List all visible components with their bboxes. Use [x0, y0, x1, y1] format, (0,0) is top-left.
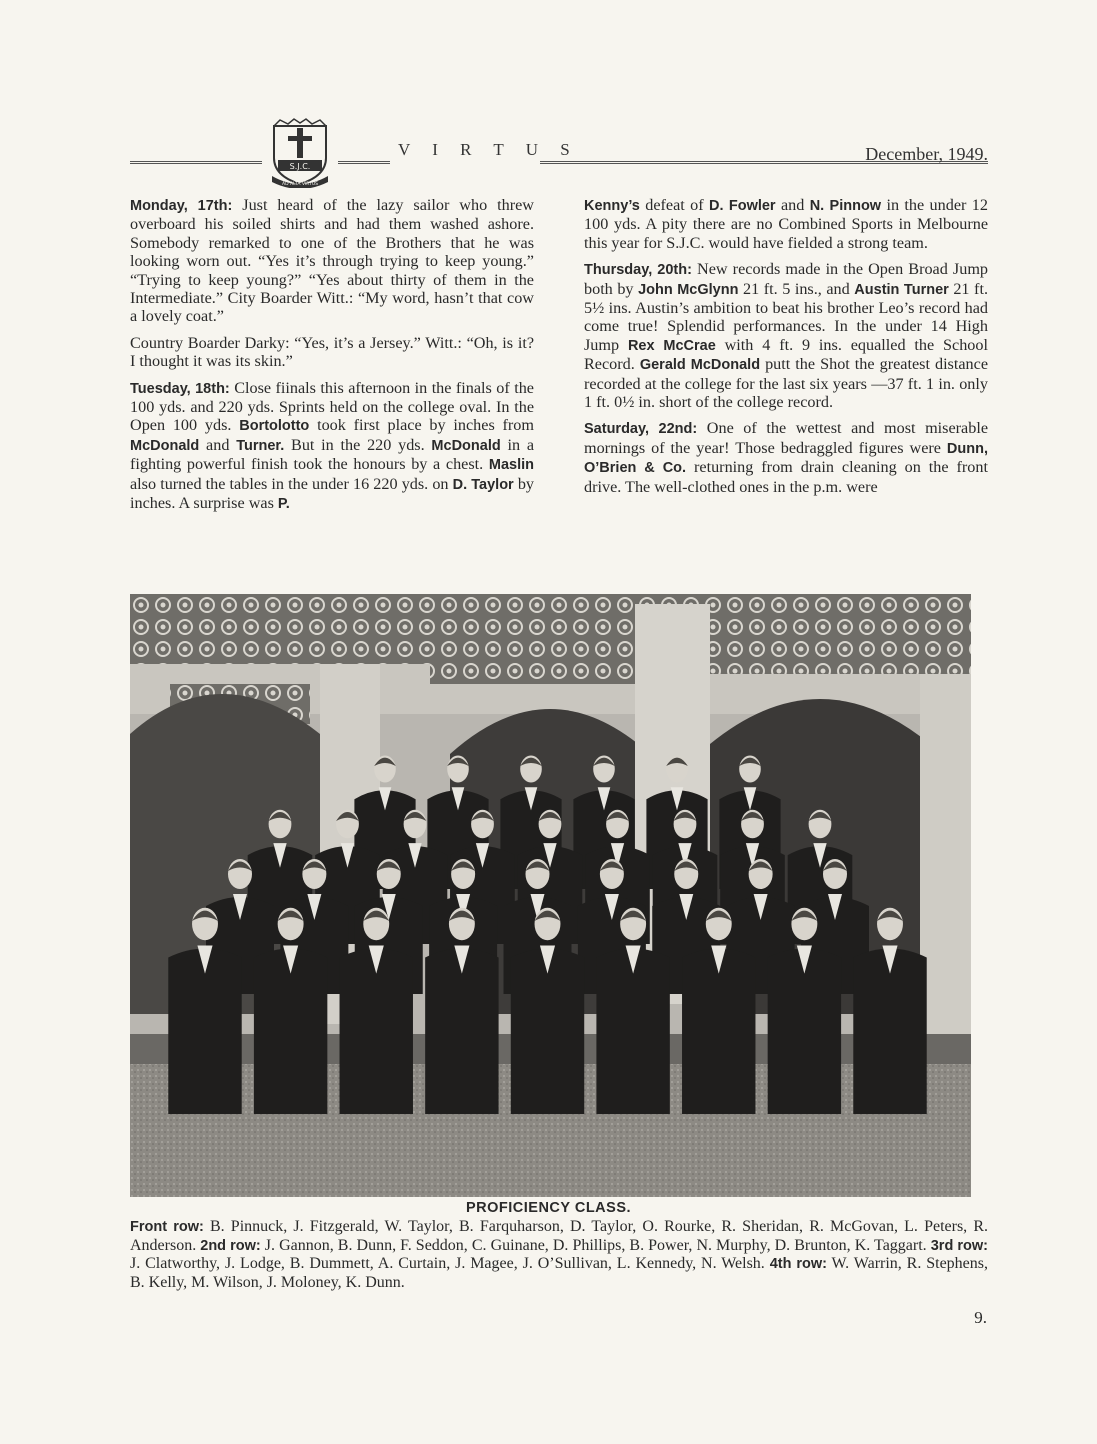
photo-caption-title: PROFICIENCY CLASS. [465, 1200, 632, 1216]
entry-text: and [199, 435, 237, 454]
issue-date: December, 1949. [865, 144, 988, 164]
entry-text: putt the Shot the greatest distance recorded at the college for the last six years —37 ft. 1 in. only 1 ft. 0½ in. short of the college record. [584, 355, 989, 412]
diary-entry-monday [130, 196, 534, 326]
photo-caption [130, 1218, 988, 1291]
entry-text: also turned the tables in the under 16 220 yds. on [130, 474, 453, 493]
entry-text: took first place by inches from [309, 416, 534, 435]
row-names: B. Pinnuck, J. Fitzgerald, W. Taylor, B. Farquharson, D. Taylor, O. Rourke, R. Sheridan, R. McGovan, L. Peters, R. Anderson. [130, 1218, 988, 1254]
athlete-name: D. Taylor [452, 476, 514, 493]
entry-text: Just heard of the lazy sailor who threw overboard his soiled shirts and had them washed ashore. Somebody remarked to one of the Brothers that he was looking worn out. “Yes it’s through trying to keep young.” “Trying to keep young?” “Yes about thirty of them in the Intermediate.” City Boarder Witt.: “My word, hasn’t that cow a lovely coat.” [130, 196, 534, 326]
header-rule-left [130, 161, 262, 164]
entry-text: But in the 220 yds. [284, 435, 432, 454]
left-column [130, 196, 534, 522]
athlete-name: Dunn, O’Brien & Co. [584, 440, 988, 477]
entry-text: and [775, 196, 810, 214]
entry-text: New records made in the Open Broad Jump both by [584, 260, 988, 298]
row-label: Front row: [130, 1219, 204, 1235]
entry-heading: Monday, 17th: [130, 198, 233, 214]
row-label: 2nd row: [200, 1237, 261, 1254]
athlete-name: John McGlynn [638, 281, 739, 298]
entry-text: in a fighting powerful finish took the honours by a chest. [130, 435, 535, 474]
diary-entry-tuesday [130, 379, 534, 514]
entry-heading: Thursday, 20th: [584, 262, 692, 279]
athlete-name: Rex McCrae [627, 337, 716, 354]
athlete-name: Maslin [488, 457, 534, 474]
page-header [130, 118, 988, 188]
athlete-name: Bortolotto [239, 418, 310, 435]
athlete-name: Austin Turner [854, 281, 949, 298]
row-label: 4th row: [769, 1256, 827, 1272]
row-names: J. Gannon, B. Dunn, F. Seddon, C. Guinane, D. Phillips, B. Power, N. Murphy, D. Brunton, K. Taggart. [260, 1236, 931, 1254]
header-rule-mid [338, 161, 390, 164]
row-label: 3rd row: [930, 1237, 988, 1254]
entry-text: by inches. A surprise was [130, 474, 535, 513]
crest-initials: S.J.C. [289, 162, 311, 171]
class-photo-image [130, 594, 971, 1197]
athlete-name: McDonald [130, 437, 200, 454]
page-number: 9. [974, 1308, 987, 1327]
entry-heading: Saturday, 22nd: [584, 421, 698, 438]
row-names: J. Clatworthy, J. Lodge, B. Dummett, A. Curtain, J. Magee, J. O’Sullivan, L. Kennedy, N. Welsh. [130, 1255, 770, 1272]
athlete-name: D. Fowler [709, 198, 776, 214]
diary-entry-continued [584, 196, 988, 252]
entry-text: 21 ft. 5 ins., and [738, 279, 855, 298]
entry-text: defeat of [639, 196, 709, 214]
entry-text: with 4 ft. 9 ins. equalled the School Record. [584, 335, 988, 374]
athlete-name: Turner. [236, 437, 285, 454]
entry-text: in the under 12 100 yds. A pity there are no Combined Sports in Melbourne this year for S.J.C. would have fielded a strong team. [584, 196, 988, 252]
athlete-name: Kenny’s [584, 198, 640, 214]
entry-text: Close fiinals this afternoon in the finals of the 100 yds. and 220 yds. Sprints held on the college oval. In the Open 100 yds. [130, 378, 534, 435]
entry-text: 21 ft. 5½ ins. Austin’s ambition to beat his brother Leo’s record had come true! Splendid performances. In the under 14 High Jump [584, 279, 988, 354]
entry-heading: Tuesday, 18th: [130, 380, 230, 397]
athlete-name: N. Pinnow [809, 198, 882, 214]
row-names: W. Warrin, R. Stephens, B. Kelly, M. Wilson, J. Moloney, K. Dunn. [130, 1255, 988, 1291]
athlete-name: Gerald McDonald [639, 357, 761, 374]
right-column [584, 196, 988, 504]
crest-motto: AD ALTA VIRTUS [282, 182, 318, 187]
diary-entry-continued [130, 334, 534, 371]
entry-text: One of the wettest and most miserable mornings of the year! Those bedraggled figures were [584, 419, 989, 457]
athlete-name: P. [277, 496, 290, 513]
athlete-name: McDonald [431, 437, 501, 454]
diary-entry-thursday [584, 260, 988, 411]
diary-entry-saturday [584, 419, 988, 496]
magazine-title: V I R T U S [398, 140, 579, 159]
entry-text: Country Boarder Darky: “Yes, it’s a Jersey.” Witt.: “Oh, is it? I thought it was its skin.” [130, 333, 534, 371]
school-crest-icon [268, 118, 332, 188]
class-photograph [130, 594, 971, 1197]
entry-text: returning from drain cleaning on the front drive. The well-clothed ones in the p.m. were [584, 458, 988, 496]
